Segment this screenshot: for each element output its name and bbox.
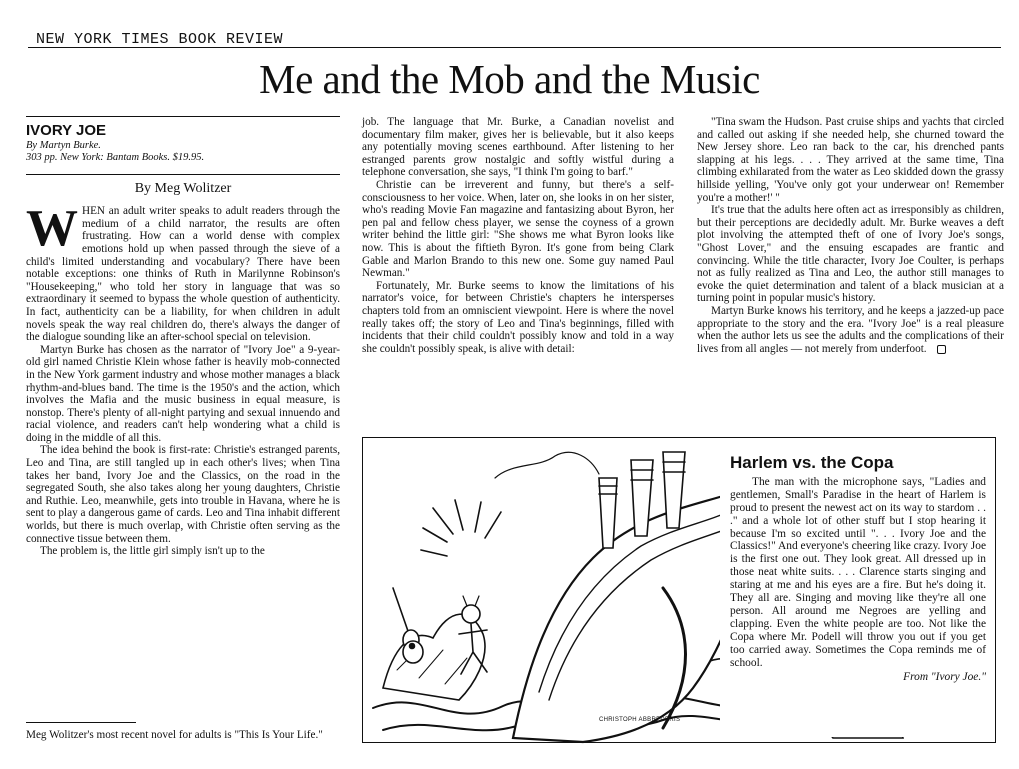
sun-rays	[421, 500, 501, 556]
book-title: IVORY JOE	[26, 122, 107, 139]
column-2	[362, 116, 674, 355]
paragraph: Martyn Burke has chosen as the narrator of "Ivory Joe" a 9-year-old girl named Christie Klein whose father is heavily mob-connected in the New York garment industry and whose mother manages a black rhythm-and-blues band. The time is the 1950's and the action, which involves the Mafia and the music business in equal measure, is nonstop. There's plenty of all-night partying and sexual innuendo and racial violence, and readers can't help wondering what a child is doing in the middle of all this.	[26, 343, 340, 444]
sidebar-text: The man with the microphone says, "Ladies and gentlemen, Small's Paradise in the heart of Harlem is proud to present the newest act on its way to stardom . . ." and a whole lot of other stuff but I stop hearing it because I'm so excited until ". . . Ivory Joe and the Classics!" And everyone's cheering like crazy. Ivory Joe is the first one out. They look great. All dressed up in those neat white suits. . . . Clarence starts singing and staring at me and his eyes are a fire. But he's doing it. They all are. Singing and moving like they're all one person. All around me Negroes are yelling and clapping. Even the white people are too. Not like the Copa where Mr. Podell will throw you out if you get too carried away. Sometimes the Copa reminds me of school.	[730, 475, 986, 669]
book-details: 303 pp. New York: Bantam Books. $19.95.	[26, 151, 205, 163]
illustration-credit: CHRISTOPH ABBREDERIS	[599, 717, 681, 723]
paragraph: Fortunately, Mr. Burke seems to know the limitations of his narrator's voice, for between Christie's chapters he intersperses chapters told from an omniscient viewpoint. Here is where the novel really takes off; the story of Leo and Tina's beginnings, filled with incidents that their child couldn't possibly know and told in a way she couldn't possibly speak, is alive with detail:	[362, 279, 674, 355]
rule	[26, 174, 340, 175]
rule	[26, 116, 340, 117]
dropcap: W	[26, 200, 78, 258]
end-mark-icon	[937, 345, 946, 354]
paragraph: The idea behind the book is first-rate: Christie's estranged parents, Leo and Tina, are still tangled up in each other's lives; when Tina takes her band, Ivory Joe and the Classics, on the road in the segregated South, she also takes along her young daughters, Christie and Ruthie. Leo, meanwhile, gets into trouble in Havana, where he is sent to play a dangerous game of cards. Leo and Tina inhabit different worlds, but there is much overlap, with Christie often serving as the connective tissue between them.	[26, 444, 340, 545]
paragraph-text: Martyn Burke knows his territory, and he keeps a jazzed-up pace appropriate to the story and the era. "Ivory Joe" is a real pleasure when the author lets us see the adults and the complications of their lives from all angles — not merely from underfoot.	[697, 304, 1004, 355]
masthead: NEW YORK TIMES BOOK REVIEW	[36, 31, 284, 48]
sidebar-excerpt	[720, 453, 986, 737]
author-note-text: Meg Wolitzer's most recent novel for adults is "This Is Your Life."	[26, 729, 323, 741]
paragraph	[697, 305, 1004, 355]
paragraph: Christie can be irreverent and funny, but there's a self-consciousness to her voice. When, later on, she looks in on her sister, who's reading Movie Fan magazine and fantasizing about Byron, her pen pal and fellow chess player, we sense the coyness of a grown writer behind the little girl: "She shows me what Byron looks like now. This is about the fiftieth Byron. It's gone from being Clark Gable and Marlon Brando to this new one. Some guy named Paul Newman."	[362, 178, 674, 280]
column-3	[697, 116, 1004, 355]
paragraph	[26, 200, 340, 344]
paragraph: It's true that the adults here often act as irresponsibly as children, but their perceptions are decidedly adult. Mr. Burke weaves a deft plot involving the attempted theft of one of Ivory Joe's songs, "Ghost Lover," and the ensuing escapades are frantic and convincing. While the title character, Ivory Joe Coulter, is perhaps not as fully realized as Tina and Leo, the author still manages to evoke the quiet determination and talent of a black musician at a turning point in popular music's history.	[697, 204, 1004, 305]
book-meta	[26, 140, 340, 164]
rule	[26, 722, 136, 723]
paragraph: "Tina swam the Hudson. Past cruise ships and yachts that circled and called out asking if she needed help, she churned toward the New Jersey shore. Leo ran back to the car, his drenched pants slapping at his legs. . . . They arrived at the same time, Tina climbing exhilarated from the water as Leo skidded down the grassy hillside yelling, 'You've only got your underwear on! Remember you're a mother!' "	[697, 116, 1004, 204]
top-rule	[28, 47, 1001, 48]
headline: Me and the Mob and the Music	[259, 56, 760, 102]
paragraph: The problem is, the little girl simply isn't up to the	[40, 545, 265, 558]
paragraph: job. The language that Mr. Burke, a Canadian novelist and documentary film maker, gives her is believable, but it also keeps any potentially moving scenes earthbound. After listening to her estranged parents grow nostalgic and softly wistful during a telephone conversation, she says, "I think I'm going to barf."	[362, 116, 674, 179]
author-note	[26, 722, 340, 742]
sidebar-title: Harlem vs. the Copa	[730, 453, 894, 472]
paragraph-text: HEN an adult writer speaks to adult readers through the medium of a child narrator, the results are often frustrating. How can a world dense with complex emotions hold up when passed through the sieve of a child's limited understanding and vocabulary? There have been notable exceptions: one thinks of Ruth in Marilynne Robinson's "Housekeeping," who told her story in language that was so extraordinary it seemed to bypass the whole question of authenticity. In fact, authenticity can be a liability, for when children in adult novels speak the way real children do, there's always the danger of the dialogue sounding like an after-school special on television.	[26, 205, 340, 344]
column-1	[26, 116, 340, 558]
byline: By Meg Wolitzer	[134, 180, 232, 196]
sidebar-source: From "Ivory Joe."	[903, 670, 986, 683]
book-author: By Martyn Burke.	[26, 139, 101, 151]
